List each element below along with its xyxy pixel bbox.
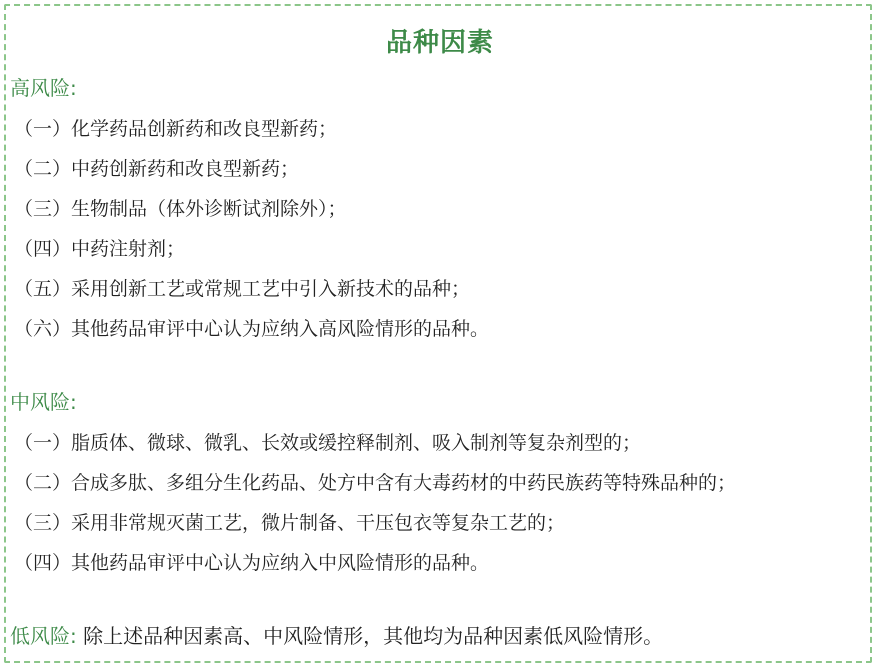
high-risk-item-4: （四）中药注射剂； (14, 238, 186, 260)
medium-risk-item-3: （三）采用非常规灭菌工艺，微片制备、干压包衣等复杂工艺的； (14, 512, 566, 534)
medium-risk-heading: 中风险: (10, 390, 77, 414)
page-title: 品种因素 (385, 28, 494, 58)
medium-risk-item-4: （四）其他药品审评中心认为应纳入中风险情形的品种。 (14, 552, 490, 574)
low-risk-text: 除上述品种因素高、中风险情形，其他均为品种因素低风险情形。 (83, 624, 664, 648)
high-risk-item-2: （二）中药创新药和改良型新药； (14, 158, 300, 180)
high-risk-item-3: （三）生物制品（体外诊断试剂除外）； (14, 198, 347, 220)
low-risk-line (10, 620, 663, 649)
high-risk-item-1: （一）化学药品创新药和改良型新药； (14, 118, 338, 140)
high-risk-heading: 高风险: (10, 76, 77, 100)
high-risk-item-5: （五）采用创新工艺或常规工艺中引入新技术的品种； (14, 278, 471, 300)
medium-risk-item-2: （二）合成多肽、多组分生化药品、处方中含有大毒药材的中药民族药等特殊品种的； (14, 472, 737, 494)
medium-risk-item-1: （一）脂质体、微球、微乳、长效或缓控释制剂、吸入制剂等复杂剂型的； (14, 432, 642, 454)
high-risk-item-6: （六）其他药品审评中心认为应纳入高风险情形的品种。 (14, 318, 490, 340)
low-risk-label: 低风险: (10, 624, 77, 648)
